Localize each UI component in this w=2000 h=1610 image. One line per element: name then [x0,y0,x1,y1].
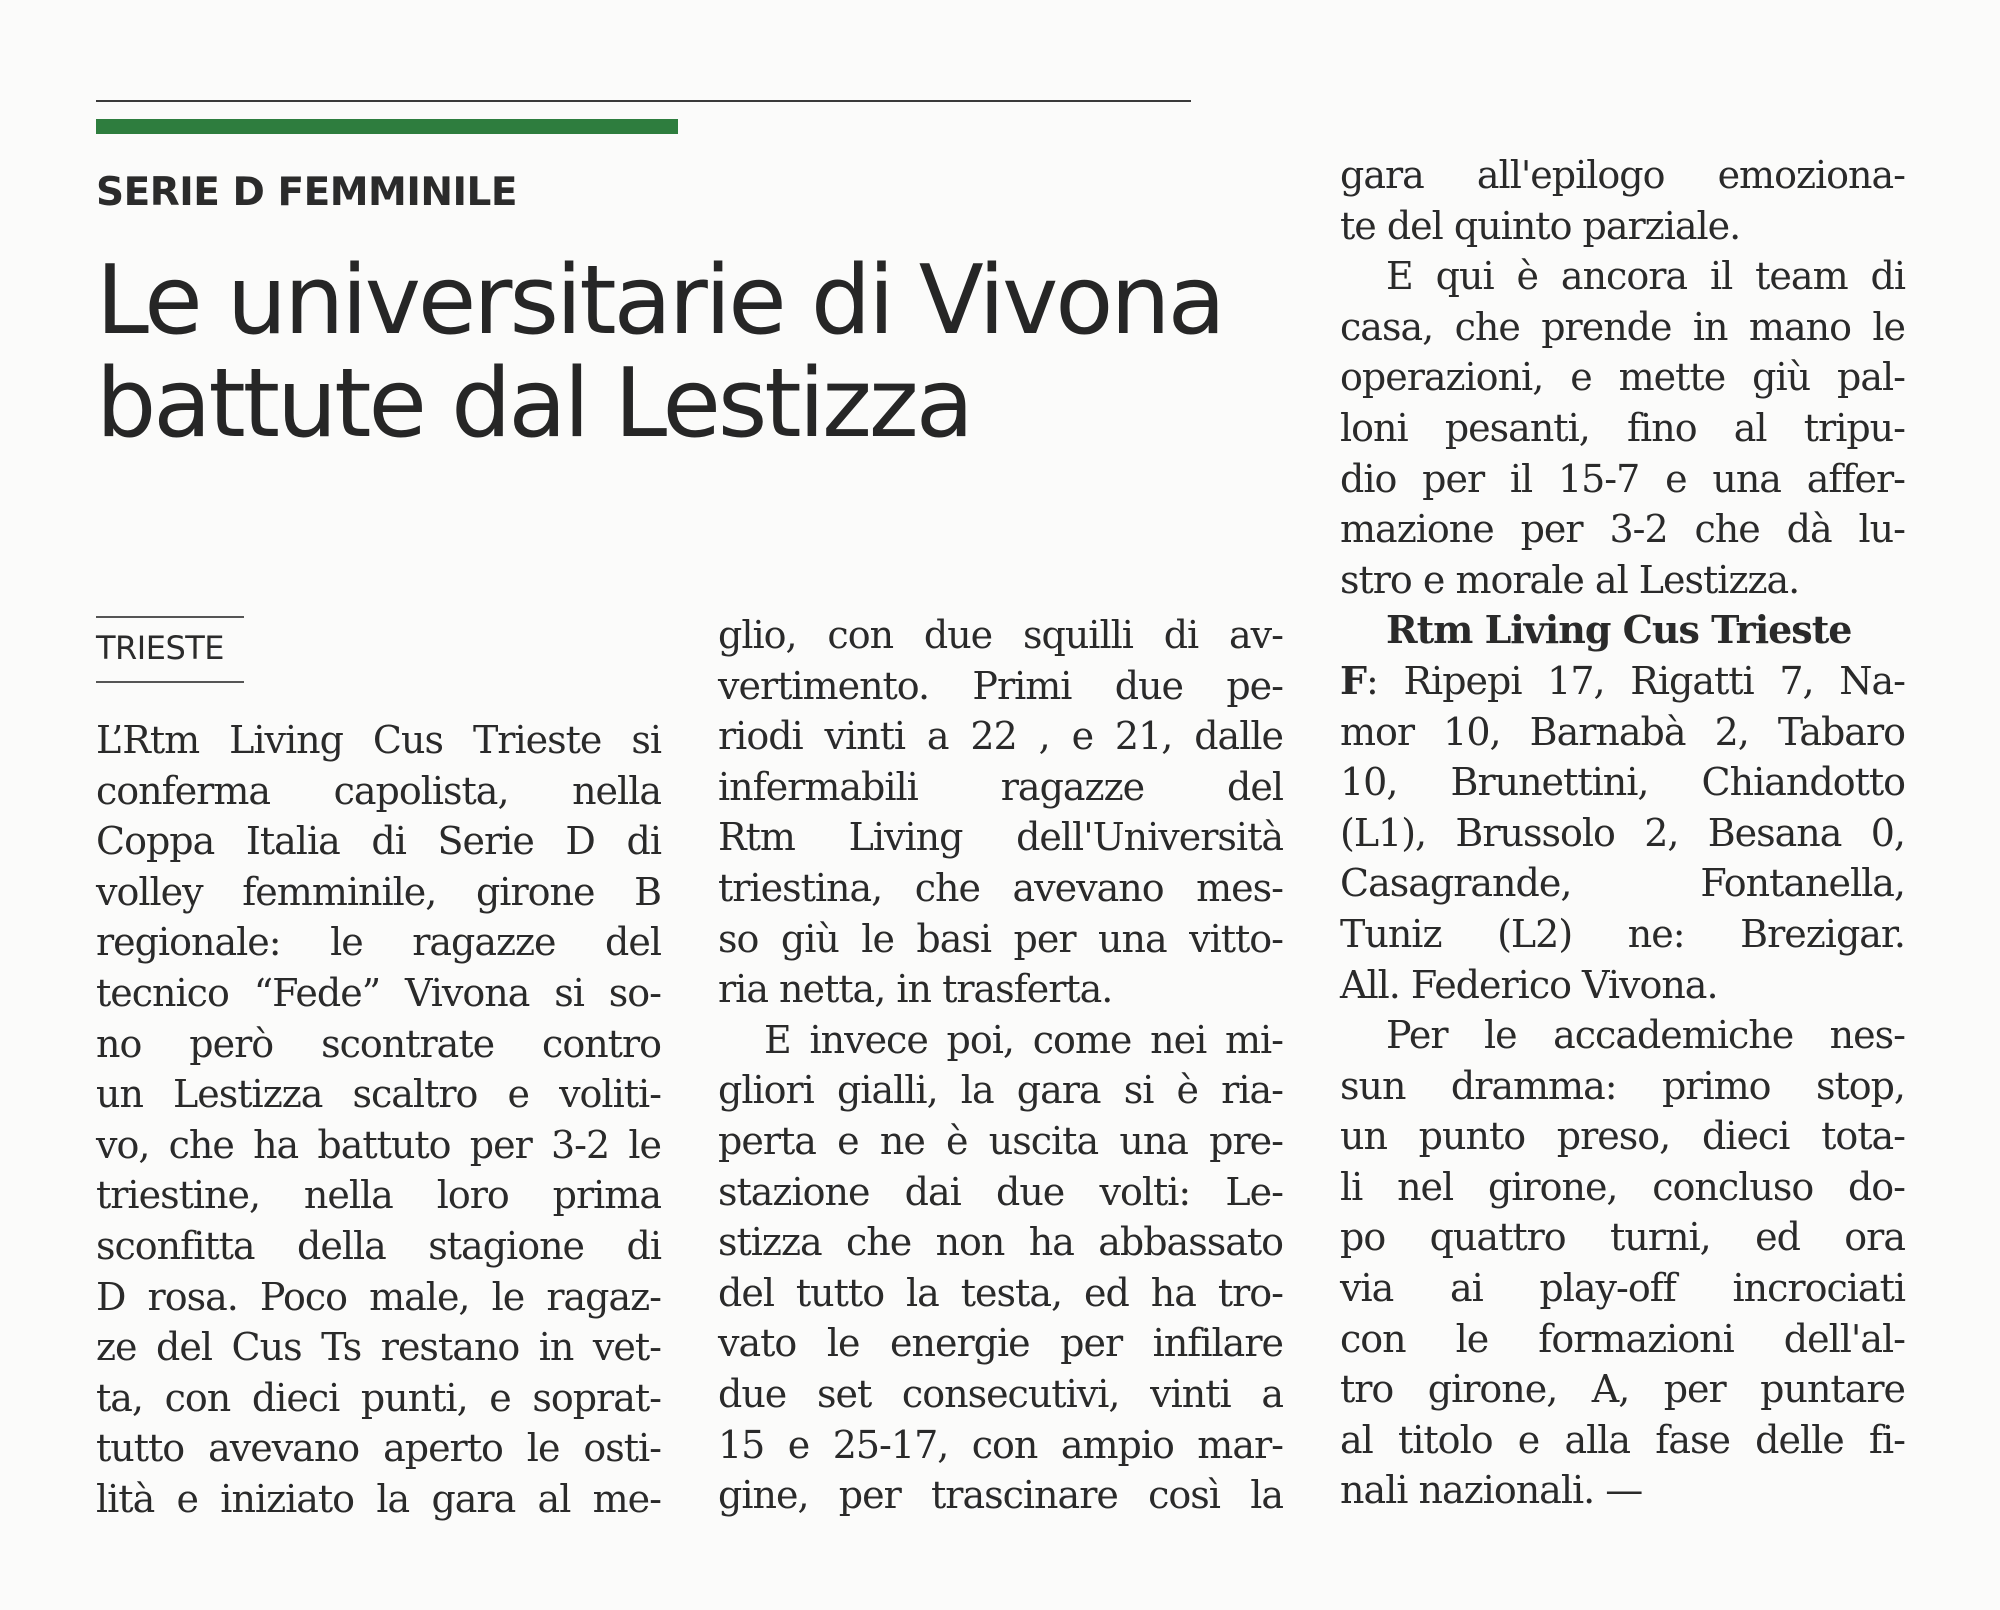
text-line: stro e morale al Lestizza. [1340,557,1800,602]
roster-line: Casagrande, Fontanella, [1340,861,1905,906]
text-line: tutto avevano aperto le osti- [96,1426,661,1471]
text-line: sconfitta della stagione di [96,1223,661,1268]
text-line: triestine, nella loro prima [96,1173,661,1218]
text-line: due set consecutivi, vinti a [718,1371,1283,1416]
text-line: gliori gialli, la gara si è ria- [718,1068,1283,1113]
roster-line [1340,656,1905,707]
text-line: volley femminile, girone B [96,869,661,914]
text-line: glio, con due squilli di av- [718,613,1283,657]
text-line: no però scontrate contro [96,1021,661,1066]
roster-line: (L1), Brussolo 2, Besana 0, [1340,810,1905,855]
text-line: con le formazioni dell'al- [1340,1316,1905,1361]
roster-f-label: F [1340,657,1366,703]
headline [96,246,1223,459]
text-line: vertimento. Primi due pe- [718,663,1283,708]
text-line: ze del Cus Ts restano in vet- [96,1325,661,1370]
text-line: mazione per 3-2 che dà lu- [1340,507,1905,552]
article-column-3 [1340,150,1905,1516]
text-line: Per le accademiche nes- [1386,1013,1905,1058]
top-rule [96,100,1191,102]
headline-line-1: Le universitarie di Vivona [96,246,1223,356]
roster-line: All. Federico Vivona. [1340,962,1718,1007]
text-line: lità e iniziato la gara al me- [96,1476,661,1521]
text-line: un punto preso, dieci tota- [1340,1114,1905,1159]
text-line: operazioni, e mette giù pal- [1340,355,1905,400]
text-line: via ai play-off incrociati [1340,1266,1905,1311]
text-line: stazione dai due volti: Le- [718,1169,1283,1214]
text-line: triestina, che avevano mes- [718,865,1283,910]
text-line: gara all'epilogo emoziona- [1340,153,1905,197]
text-line: tro girone, A, per puntare [1340,1367,1905,1412]
text-line: Rtm Living dell'Università [718,815,1283,860]
text-line: li nel girone, concluso do- [1340,1164,1905,1209]
text-line: del tutto la testa, ed ha tro- [718,1270,1283,1315]
roster-heading: Rtm Living Cus Trieste [1386,607,1852,653]
roster-line: mor 10, Barnabà 2, Tabaro [1340,709,1905,754]
text-line: vo, che ha battuto per 3-2 le [96,1122,661,1167]
section-kicker: SERIE D FEMMINILE [96,170,517,215]
text-line: dio per il 15-7 e una affer- [1340,456,1905,501]
text-line: stizza che non ha abbassato [718,1220,1283,1265]
text-line: ria netta, in trasferta. [718,967,1113,1012]
article-column-2 [718,610,1283,1521]
text-line: Coppa Italia di Serie D di [96,819,661,864]
text-line: sun dramma: primo stop, [1340,1063,1905,1108]
text-line: D rosa. Poco male, le ragaz- [96,1274,661,1319]
roster-first-line: : Ripepi 17, Rigatti 7, Na- [1365,658,1905,703]
roster-line: 10, Brunettini, Chiandotto [1340,760,1905,805]
text-line: po quattro turni, ed ora [1340,1215,1905,1260]
text-line: regionale: le ragazze del [96,920,661,965]
section-color-bar [96,119,678,134]
text-line: L’Rtm Living Cus Trieste si [96,718,661,762]
text-line: tecnico “Fede” Vivona si so- [96,970,661,1015]
text-line: nali nazionali. — [1340,1468,1643,1513]
text-line: ta, con dieci punti, e soprat- [96,1375,661,1420]
text-line: un Lestizza scaltro e voliti- [96,1072,661,1117]
article-column-1 [96,715,661,1525]
dateline-rule-bottom [96,681,244,683]
text-line: loni pesanti, fino al tripu- [1340,405,1905,450]
text-line: gine, per trascinare così la [718,1473,1283,1518]
text-line: 15 e 25-17, con ampio mar- [718,1422,1283,1467]
text-line: riodi vinti a 22 , e 21, dalle [718,714,1283,759]
text-line: so giù le basi per una vitto- [718,916,1283,961]
text-line: perta e ne è uscita una pre- [718,1118,1283,1163]
text-line: E qui è ancora il team di [1386,254,1905,299]
text-line: infermabili ragazze del [718,764,1283,809]
headline-line-2: battute dal Lestizza [96,348,972,459]
text-line: E invece poi, come nei mi- [764,1017,1283,1062]
text-line: conferma capolista, nella [96,768,661,813]
dateline-block [96,616,244,683]
text-line: te del quinto parziale. [1340,203,1741,248]
roster-line: Tuniz (L2) ne: Brezigar. [1340,911,1905,956]
text-line: vato le energie per infilare [718,1321,1283,1366]
text-line: casa, che prende in mano le [1340,304,1905,349]
text-line: al titolo e alla fase delle fi- [1340,1417,1905,1462]
dateline: TRIESTE [96,629,225,667]
